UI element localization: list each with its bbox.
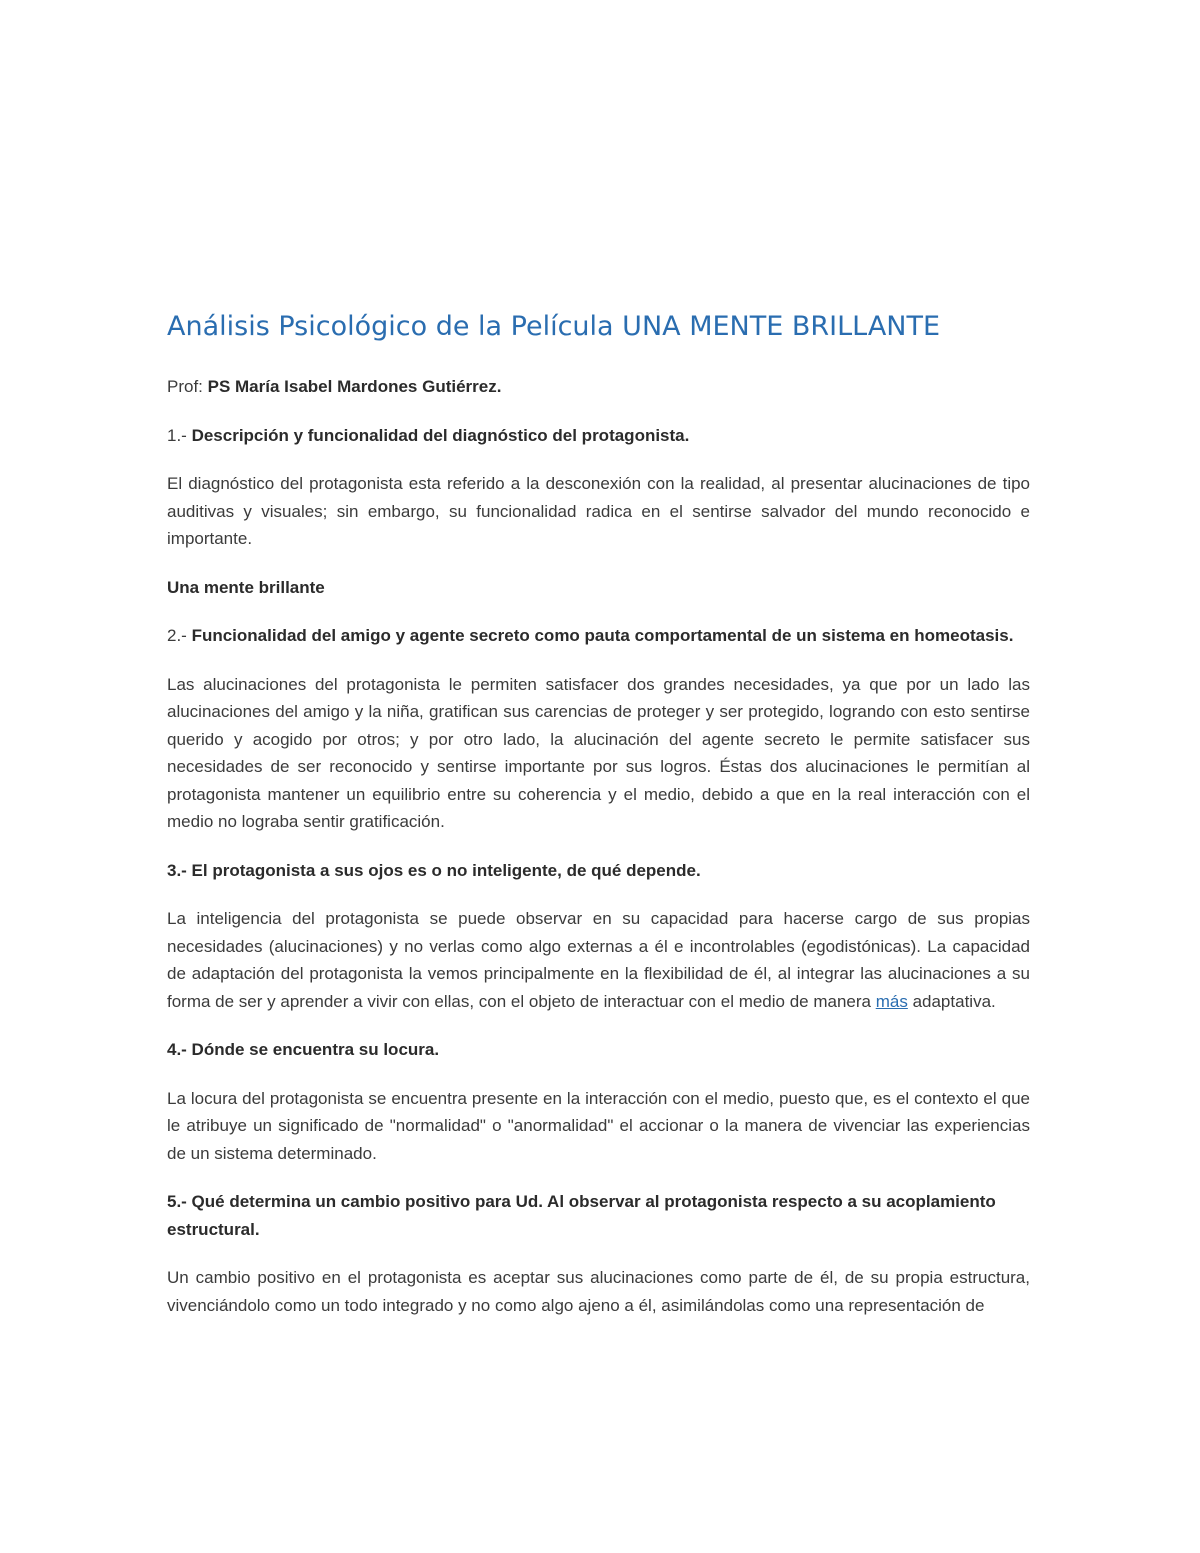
document-title: Análisis Psicológico de la Película UNA MENTE BRILLANTE [167,311,941,342]
question-5 [167,1188,1030,1243]
question-4 [167,1036,1030,1064]
question-2-text: Funcionalidad del amigo y agente secreto como pauta comportamental de un sistema en homeotasis. [191,626,1014,645]
question-2 [167,622,1030,650]
mas-link[interactable]: más [875,991,908,1011]
question-3-text: 3.- El protagonista a sus ojos es o no inteligente, de qué depende. [167,860,701,880]
question-5-text: 5.- Qué determina un cambio positivo para Ud. Al observar al protagonista respecto a su acoplamiento estructural. [167,1192,996,1239]
question-1 [167,422,1030,450]
answer-1: El diagnóstico del protagonista esta referido a la desconexión con la realidad, al presentar alucinaciones de tipo auditivas y visuales; sin embargo, su funcionalidad radica en el sentirse salvador del mundo reconocido e importante. [167,474,1030,548]
professor-line [167,373,1030,401]
subheading [167,574,1030,602]
professor-name: PS María Isabel Mardones Gutiérrez. [207,377,502,396]
professor-prefix: Prof: [167,377,208,396]
answer-5: Un cambio positivo en el protagonista es aceptar sus alucinaciones como parte de él, de su propia estructura, vivenciándolo como un todo integrado y no como algo ajeno a él, asimilándolas como una representación de [167,1268,1030,1315]
question-4-text: 4.- Dónde se encuentra su locura. [167,1040,440,1059]
question-1-number: 1.- [167,425,192,445]
subheading-text: Una mente brillante [167,577,325,597]
answer-3-text: La inteligencia del protagonista se puede observar en su capacidad para hacerse cargo de sus propias necesidades (alucinaciones) y no verlas como algo externas a él e incontrolables (egodistónicas). La capacidad de adaptación del protagonista la vemos principalmente en la flexibilidad de él, al integrar las alucinaciones a su forma de ser y aprender a vivir con ellas, con el objeto de interactuar con el medio de manera [167,909,1030,1011]
question-3 [167,857,1030,885]
question-1-text: Descripción y funcionalidad del diagnóstico del protagonista. [191,425,690,445]
answer-4: La locura del protagonista se encuentra presente en la interacción con el medio, puesto que, es el contexto el que le atribuye un significado de "normalidad" o "anormalidad" el accionar o la manera de vivenciar las experiencias de un sistema determinado. [167,1088,1030,1163]
question-2-number: 2.- [167,626,192,645]
document-page [167,305,1030,1319]
answer-3 [167,905,1030,1015]
answer-3-text-end: adaptativa. [907,991,996,1011]
answer-2: Las alucinaciones del protagonista le permiten satisfacer dos grandes necesidades, ya que por un lado las alucinaciones del amigo y la niña, gratifican sus carencias de proteger y ser protegido, logrando con esto sentirse querido y acogido por otros; y por otro lado, la alucinación del agente secreto le permite satisfacer sus necesidades de ser reconocido y sentirse importante por sus logros. Éstas dos alucinaciones le permitían al protagonista mantener un equilibrio entre su coherencia y el medio, debido a que en la real interacción con el medio no lograba sentir gratificación. [167,674,1030,831]
